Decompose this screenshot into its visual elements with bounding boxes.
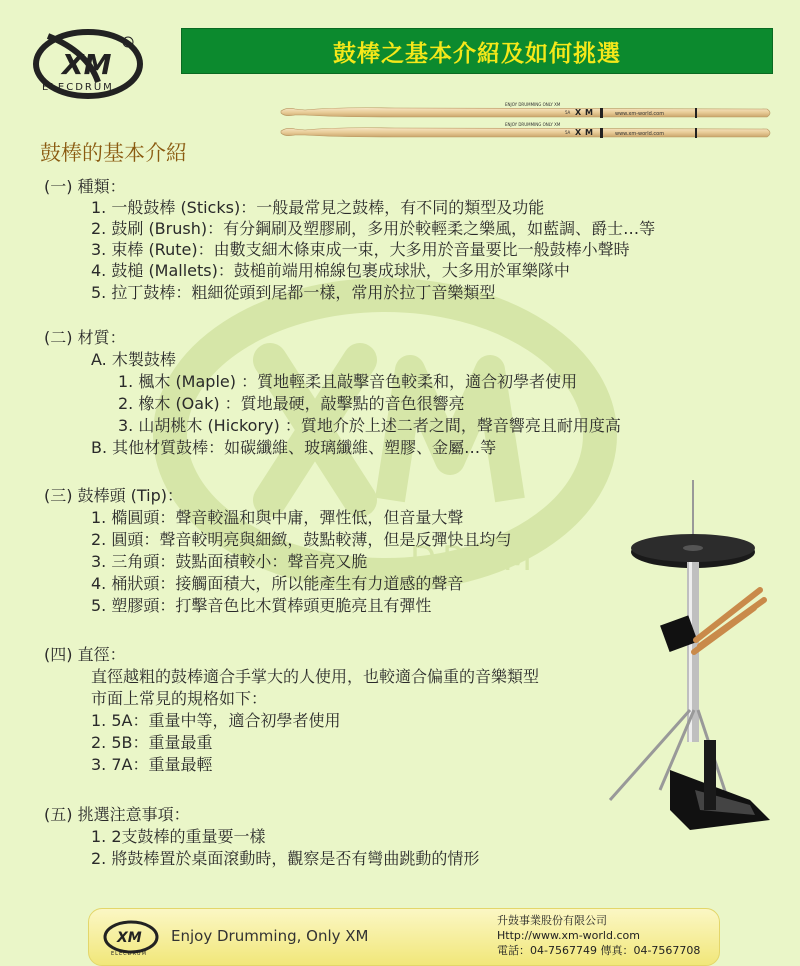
content-line: 1. 5A：重量中等，適合初學者使用 [91, 711, 341, 730]
content-line: 4. 鼓槌 (Mallets)：鼓槌前端用棉線包裹成球狀，大多用於軍樂隊中 [91, 261, 570, 280]
svg-text:DRUM: DRUM [410, 539, 539, 579]
content-line: 1. 楓木 (Maple) ：質地輕柔且敲擊音色較柔和，適合初學者使用 [118, 372, 578, 391]
section-title: 鼓棒的基本介紹 [40, 141, 187, 165]
footer-slogan: Enjoy Drumming, Only XM [171, 927, 369, 945]
content-line: 市面上常見的規格如下： [91, 689, 268, 708]
section-heading: (四) 直徑： [44, 645, 126, 664]
company-name: 升鼓事業股份有限公司 [497, 914, 607, 927]
footer-xm-logo [101, 917, 163, 957]
drumsticks-image [275, 97, 775, 153]
svg-text:5A: 5A [565, 110, 571, 115]
logo-subtext: ELECDRUM [42, 82, 114, 93]
svg-text:5A: 5A [565, 130, 571, 135]
section-heading: (二) 材質： [44, 328, 126, 347]
content-line: 5. 塑膠頭：打擊音色比木質棒頭更脆亮且有彈性 [91, 596, 432, 615]
banner-title: 鼓棒之基本介紹及如何挑選 [333, 40, 621, 67]
svg-text:M: M [585, 108, 593, 117]
content-line: 3. 束棒 (Rute)：由數支細木條束成一束，大多用於音量要比一般鼓棒小聲時 [91, 240, 630, 259]
website-url[interactable]: Http://www.xm-world.com [497, 929, 640, 942]
phone-fax: 電話：04-7567749 傳真：04-7567708 [497, 944, 701, 957]
svg-text:ENJOY DRUMMING ONLY XM: ENJOY DRUMMING ONLY XM [505, 122, 561, 127]
content-line: 2. 橡木 (Oak) ：質地最硬，敲擊點的音色很響亮 [118, 394, 465, 413]
content-line: 2. 5B：重量最重 [91, 733, 213, 752]
content-line: 3. 山胡桃木 (Hickory) ：質地介於上述二者之間，聲音響亮且耐用度高 [118, 416, 621, 435]
footer-contact-info [497, 913, 700, 958]
content-line: 1. 橢圓頭：聲音較溫和與中庸，彈性低，但音量大聲 [91, 508, 464, 527]
footer-banner [88, 908, 720, 966]
svg-text:www.xm-world.com: www.xm-world.com [615, 131, 665, 137]
svg-text:X: X [575, 108, 582, 117]
section-heading: (一) 種類： [44, 177, 126, 196]
content-line: B. 其他材質鼓棒：如碳纖維、玻璃纖維、塑膠、金屬…等 [91, 438, 497, 457]
svg-text:X: X [575, 128, 582, 137]
content-line: 2. 圓頭：聲音較明亮與細緻，鼓點較薄，但是反彈快且均勻 [91, 530, 512, 549]
svg-text:ELECDRUM: ELECDRUM [111, 951, 147, 957]
svg-text:R: R [125, 39, 130, 47]
content-line: A. 木製鼓棒 [91, 350, 176, 369]
svg-text:XM: XM [117, 930, 142, 946]
content-line: 4. 桶狀頭：接觸面積大，所以能產生有力道感的聲音 [91, 574, 464, 593]
xm-logo [28, 22, 160, 106]
content-line: 1. 2支鼓棒的重量要一樣 [91, 827, 266, 846]
content-line: 5. 拉丁鼓棒：粗細從頭到尾都一樣，常用於拉丁音樂類型 [91, 283, 496, 302]
svg-text:XM: XM [62, 48, 112, 81]
content-line: 2. 鼓刷 (Brush)：有分鋼刷及塑膠刷，多用於較輕柔之樂風，如藍調、爵士…等 [91, 219, 656, 238]
content-line: 1. 一般鼓棒 (Sticks)：一般最常見之鼓棒，有不同的類型及功能 [91, 198, 545, 217]
section-heading: (三) 鼓棒頭 (Tip)： [44, 486, 184, 505]
hihat-stand-image [600, 470, 800, 850]
svg-text:ENJOY DRUMMING ONLY XM: ENJOY DRUMMING ONLY XM [505, 102, 561, 107]
section-heading: (五) 挑選注意事項： [44, 805, 190, 824]
content-line: 直徑越粗的鼓棒適合手掌大的人使用，也較適合偏重的音樂類型 [91, 667, 540, 686]
content-line: 3. 三角頭：鼓點面積較小：聲音亮又脆 [91, 552, 368, 571]
svg-text:M: M [585, 128, 593, 137]
content-line: 2. 將鼓棒置於桌面滾動時，觀察是否有彎曲跳動的情形 [91, 849, 480, 868]
svg-text:www.xm-world.com: www.xm-world.com [615, 111, 665, 117]
title-banner [181, 28, 773, 74]
content-line: 3. 7A：重量最輕 [91, 755, 213, 774]
